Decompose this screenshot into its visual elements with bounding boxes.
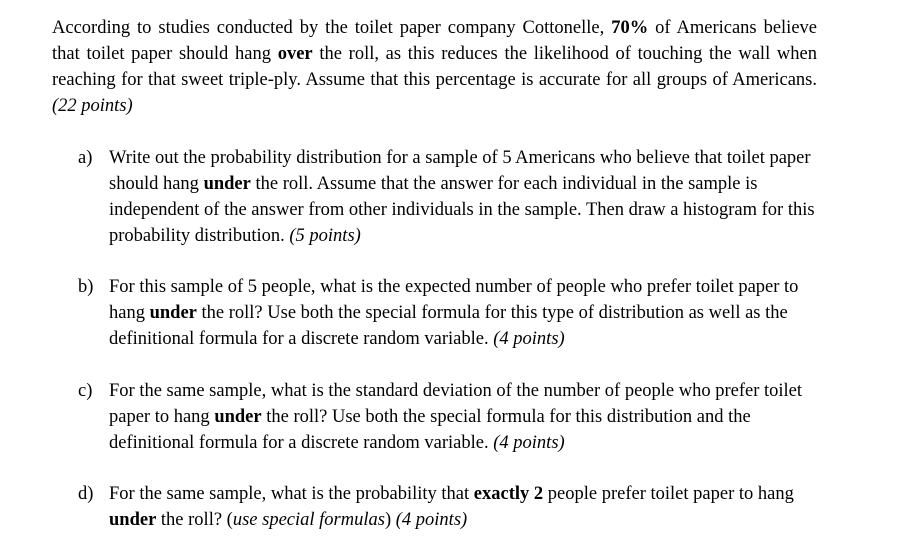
question-b-text-2: the roll? Use both the special formula for this type of distribution as well as the definitional formula for a discrete random variable. — [109, 303, 788, 349]
question-d-under-emphasis: under — [109, 510, 157, 530]
intro-percentage: 70% — [611, 18, 649, 38]
question-b — [78, 274, 818, 352]
question-c-text-1: For the same sample, what is the standard deviation of the number of people who prefer toilet paper to hang — [109, 381, 803, 427]
question-d-text-1: For the same sample, what is the probability that — [109, 484, 474, 504]
intro-over-emphasis: over — [277, 44, 313, 64]
question-d-text-2: people prefer toilet paper to hang — [543, 484, 794, 504]
question-a-under-emphasis: under — [203, 174, 251, 194]
question-c-points: (4 points) — [493, 433, 565, 453]
intro-paragraph — [52, 15, 817, 119]
question-c-under-emphasis: under — [214, 407, 262, 427]
question-d-exactly-emphasis: exactly 2 — [473, 484, 544, 504]
intro-text-3: the roll, as this reduces the likelihood of touching the wall when reaching for that sweet triple-ply. Assume that this percentage is accurate for all groups of Americans. — [52, 44, 817, 90]
question-d-text-4: ) — [384, 510, 396, 530]
question-d — [78, 481, 818, 533]
question-b-text — [109, 274, 818, 352]
question-d-letter: d) — [78, 484, 94, 504]
question-d-formula-note: use special formulas — [232, 510, 385, 530]
question-a-points: (5 points) — [289, 226, 361, 246]
question-c-text-2: the roll? Use both the special formula for this distribution and the definitional formula for a discrete random variable. — [109, 407, 751, 453]
question-a-letter: a) — [78, 148, 93, 168]
intro-text-2: of Americans believe that toilet paper should hang — [52, 18, 817, 64]
question-c — [78, 378, 818, 456]
question-d-text — [109, 481, 818, 533]
intro-points: (22 points) — [52, 96, 133, 116]
question-d-text-3: the roll? ( — [156, 510, 233, 530]
question-c-text — [109, 378, 818, 456]
question-b-letter: b) — [78, 277, 94, 297]
question-b-under-emphasis: under — [149, 303, 197, 323]
question-b-text-1: For this sample of 5 people, what is the expected number of people who prefer toilet paper to hang — [109, 277, 799, 323]
question-c-letter: c) — [78, 381, 93, 401]
question-d-points: (4 points) — [395, 510, 468, 530]
question-a-text-2: the roll. Assume that the answer for each individual in the sample is independent of the answer from other individuals in the sample. Then draw a histogram for this probability distribution. — [109, 174, 815, 246]
question-a-text-1: Write out the probability distribution for a sample of 5 Americans who believe that toilet paper should hang — [109, 148, 811, 194]
question-b-points: (4 points) — [493, 329, 565, 349]
intro-text-1: According to studies conducted by the toilet paper company Cottonelle, — [52, 18, 612, 38]
question-a — [78, 145, 818, 249]
question-a-text — [109, 145, 818, 249]
